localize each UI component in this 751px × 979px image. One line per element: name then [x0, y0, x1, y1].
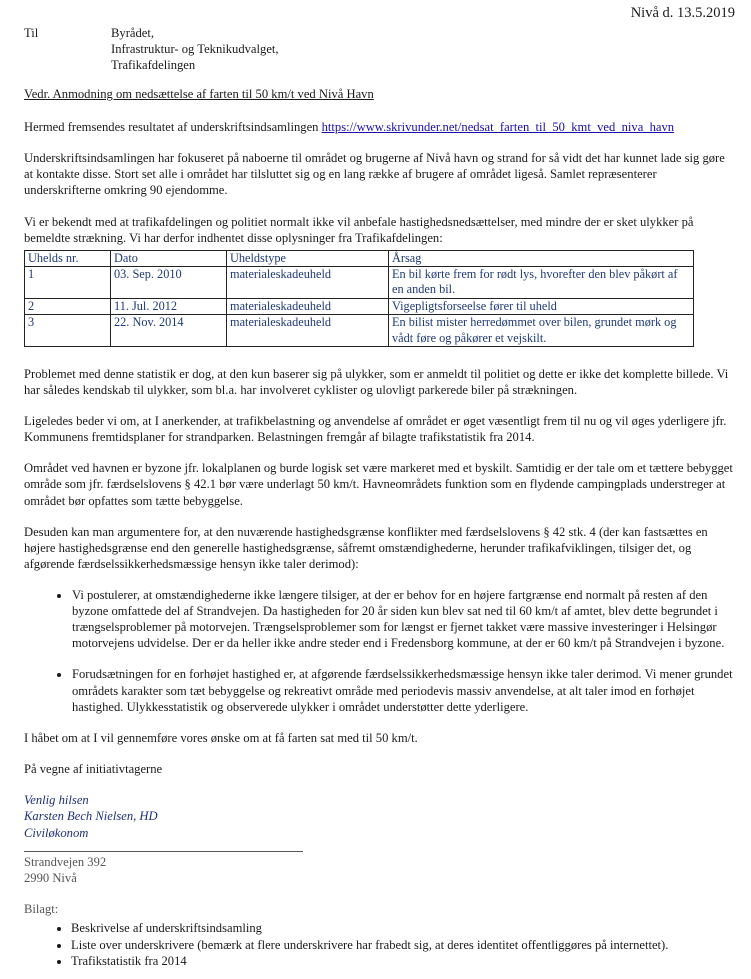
table-cell: 2 [25, 298, 111, 314]
table-cell: 1 [25, 267, 111, 299]
recipient-line: Infrastruktur- og Teknikudvalget, [111, 42, 279, 57]
table-cell: 03. Sep. 2010 [111, 267, 227, 299]
table-cell: Vigepligtsforseelse fører til uheld [389, 298, 694, 314]
table-row [25, 298, 694, 314]
list-item: • Beskrivelse af underskriftsindsamling [71, 920, 736, 936]
paragraph-on-behalf: På vegne af initiativtagerne [24, 761, 163, 776]
table-cell: 3 [25, 315, 111, 347]
table-cell: En bil kørte frem for rødt lys, hvorefter den blev påkørt af en anden bil. [389, 267, 694, 299]
signature-line: Venlig hilsen [24, 793, 89, 807]
argument-list [24, 587, 736, 715]
recipient-block [111, 25, 279, 73]
table-cell: 11. Jul. 2012 [111, 298, 227, 314]
signature-line: Karsten Bech Nielsen, HD [24, 809, 158, 824]
table-cell: En bilist mister herredømmet over bilen, grundet mørk og vådt føre og påkører et vejskilt. [389, 315, 694, 347]
letter-body [24, 86, 736, 969]
paragraph-urban-zone: Området ved havnen er byzone jfr. lokalplanen og burde logisk set være markeret med et byskilt. Samtidig er der tale om et tættere bebygget område som jfr. færdselslovens § 42.1 bør være underlagt 50 km/t. Havneområdets funktion som en flydende campingplads understreger at området bør opfattes som tætte bebyggelse. [24, 461, 733, 508]
petition-link[interactable]: https://www.skrivunder.net/nedsat_farten_til_50_kmt_ved_niva_havn [321, 120, 675, 135]
recipient-line: Byrådet, [111, 26, 155, 40]
intro-text: Hermed fremsendes resultatet af underskriftsindsamlingen [24, 120, 322, 135]
paragraph-accident-info: Vi er bekendt med at trafikafdelingen og politiet normalt ikke vil anbefale hastighedsnedsættelser, med mindre der er sket ulykker på bemeldte strækning. Vi har derfor indhentet disse oplysninger fra Trafikafdelingen: [24, 214, 694, 245]
list-item: • Vi postulerer, at omstændighederne ikke længere tilsiger, at der er behov for en højere fartgrænse end normalt på resten af den byzone omfattede del af Strandvejen. Da hastigheden for 20 år siden kun blev sat ned til 60 km/t af amtet, blev dette begrundet i trængselsproblemer på motorvejen. Trængselsproblemer som for længst er fjernet takket være massive investeringer i Helsingør motorvejens udvidelse. Der er da heller ikke andre steder end i Fredensborg kommune, at der er 60 km/t på Strandvejen i byzone. [71, 587, 736, 651]
signature-line: Civiløkonom [24, 825, 89, 840]
table-header: Uhelds nr. [25, 250, 111, 266]
table-row [25, 267, 694, 299]
paragraph-speed-limit-argument: Desuden kan man argumentere for, at den nuværende hastighedsgrænse konflikter med færdselslovens § 42 stk. 4 (der kan fastsættes en højere hastighedsgrænse end den generelle hastighedsgrænse, såfremt omstændighederne, herunder trafikafviklingen, tilsiger det, og afgørende færdselssikkerhedsmæssige hensyn ikke taler derimod): [24, 524, 708, 571]
subject-line: Vedr. Anmodning om nedsættelse af farten til 50 km/t ved Nivå Havn [24, 87, 374, 101]
table-header: Uheldstype [227, 250, 389, 266]
recipient-label: Til [24, 26, 39, 40]
address-line: 2990 Nivå [24, 871, 77, 886]
paragraph-closing-wish: I håbet om at I vil gennemføre vores ønske om at få farten sat med til 50 km/t. [24, 730, 418, 745]
recipient-line: Trafikafdelingen [111, 58, 196, 73]
paragraph-statistics-problem: Problemet med denne statistik er dog, at den kun baserer sig på ulykker, som er anmeldt til politiet og dette er ikke det komplette billede. Vi har således kendskab til ulykker, som bl.a. har involveret cyklister og ulovligt parkerede biler på strækningen. [24, 366, 729, 398]
sender-address [24, 854, 736, 886]
table-cell: materialeskadeuheld [227, 267, 389, 299]
enclosures-label: Bilagt: [24, 902, 59, 917]
address-line: Strandvejen 392 [24, 855, 107, 870]
paragraph-traffic-load: Ligeledes beder vi om, at I anerkender, at trafikbelastning og anvendelse af området er øget væsentligt frem til nu og vil øges yderligere jfr. Kommunens fremtidsplaner for strandparken. Belastningen fremgår af bilagte trafikstatistik fra 2014. [24, 414, 727, 445]
intro-paragraph [24, 119, 736, 135]
address-divider [24, 851, 303, 852]
table-header-row [25, 250, 694, 266]
letter-date: Nivå d. 13.5.2019 [630, 5, 735, 21]
table-cell: materialeskadeuheld [227, 315, 389, 347]
list-item: • Trafikstatistik fra 2014 [71, 953, 736, 969]
list-item: • Forudsætningen for en forhøjet hastighed er, at afgørende færdselssikkerhedsmæssige hensyn ikke taler derimod. Vi mener grundet områdets karakter som tæt bebyggelse og rekreativt område med periodevis massiv anvendelse, at alt taler imod en forhøjet hastighed. Ulykkesstatistik og observerede ulykker i området understøtter dette yderligere. [71, 666, 736, 714]
table-cell: materialeskadeuheld [227, 298, 389, 314]
table-cell: 22. Nov. 2014 [111, 315, 227, 347]
list-item: • Liste over underskrivere (bemærk at flere underskrivere har frabedt sig, at deres identitet offentliggøres på internettet). [71, 937, 736, 953]
signature-block [24, 792, 736, 841]
accident-table [24, 250, 694, 347]
table-header: Dato [111, 250, 227, 266]
paragraph-petition-scope: Underskriftsindsamlingen har fokuseret på naboerne til området og brugerne af Nivå havn og strand for så vidt det har kunnet lade sig gøre at kontakte disse. Stort set alle i området har tilsluttet sig og en lang række af brugere af området ligeså. Samlet repræsenterer underskrifterne omkring 90 ejendomme. [24, 151, 725, 198]
table-row [25, 315, 694, 347]
enclosures-list [24, 920, 736, 968]
table-header: Årsag [389, 250, 694, 266]
